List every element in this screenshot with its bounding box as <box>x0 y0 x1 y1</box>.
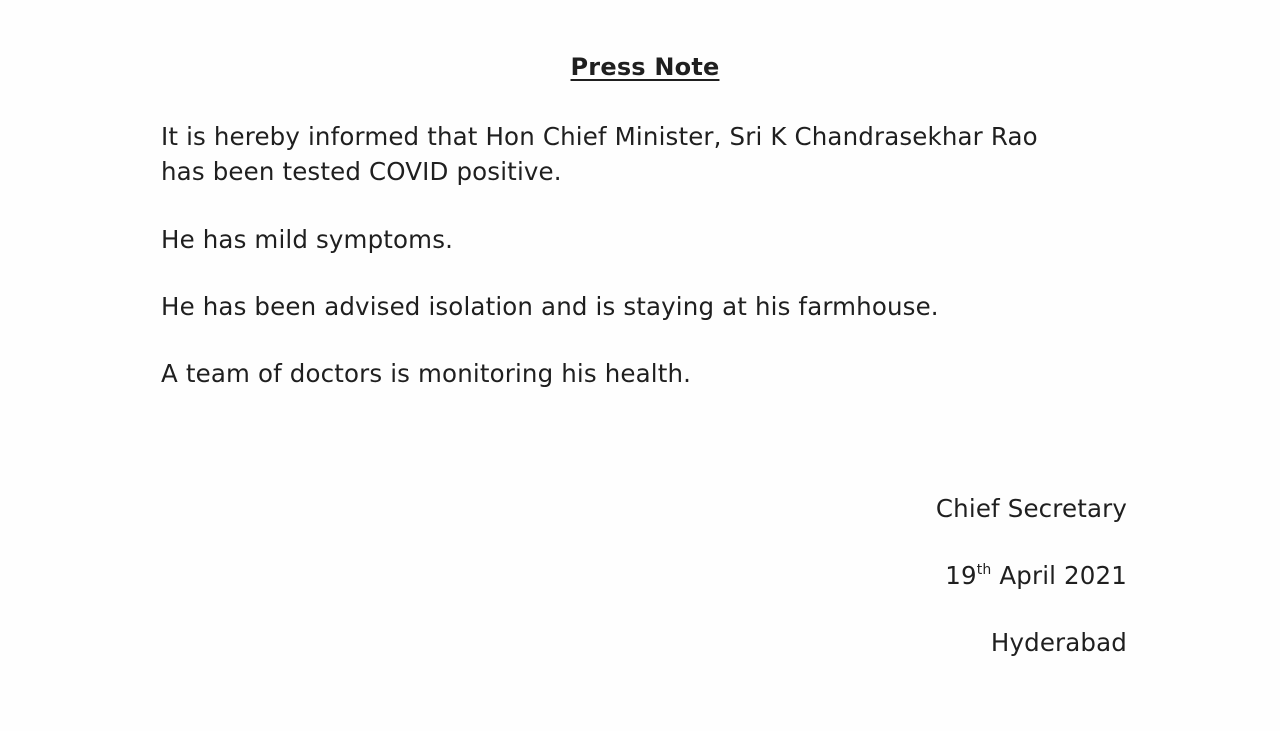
signature-designation: Chief Secretary <box>935 494 1127 523</box>
paragraph-announcement-line-1: It is hereby informed that Hon Chief Minister, Sri K Chandrasekhar Rao <box>161 122 1038 151</box>
date-day: 19 <box>945 561 977 590</box>
document-title: Press Note <box>570 53 720 81</box>
signature-date <box>945 558 1127 593</box>
paragraph-isolation: He has been advised isolation and is staying at his farmhouse. <box>161 292 939 321</box>
paragraph-symptoms: He has mild symptoms. <box>161 225 454 254</box>
signature-place: Hyderabad <box>990 628 1127 657</box>
paragraph-announcement <box>161 119 1161 189</box>
date-ordinal-suffix: th <box>976 562 992 578</box>
paragraph-announcement-line-2: has been tested COVID positive. <box>161 157 562 186</box>
paragraph-doctors: A team of doctors is monitoring his health. <box>161 359 692 388</box>
date-month-year: April 2021 <box>991 561 1127 590</box>
